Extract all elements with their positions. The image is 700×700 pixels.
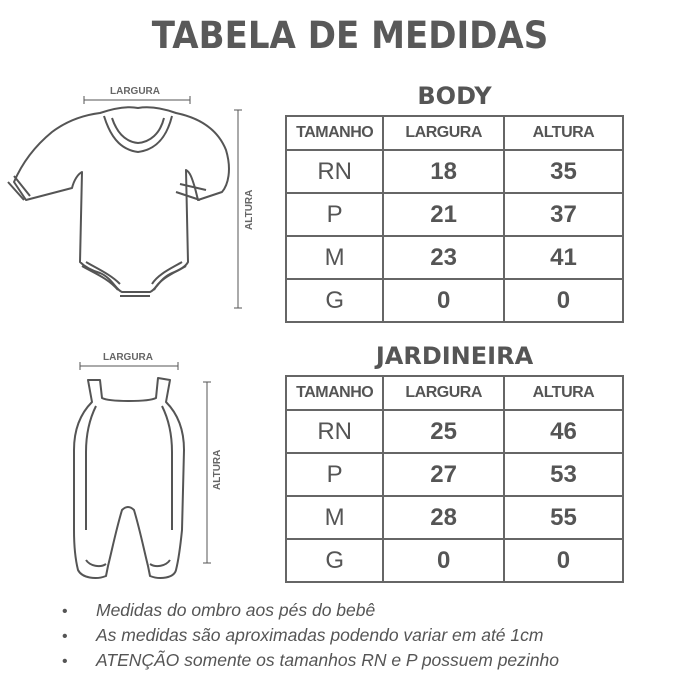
size-cell: RN	[286, 150, 383, 193]
width-cell: 28	[383, 496, 504, 539]
note-text: As medidas são aproximadas podendo variar em até 1cm	[96, 625, 544, 645]
height-cell: 37	[504, 193, 623, 236]
column-header-largura: LARGURA	[383, 376, 504, 410]
table-row	[286, 279, 623, 322]
table-row	[286, 410, 623, 453]
bullet-icon: •	[62, 653, 68, 670]
table-header-row	[286, 376, 623, 410]
column-header-altura: ALTURA	[504, 116, 623, 150]
list-item	[62, 648, 559, 673]
table-row	[286, 453, 623, 496]
width-cell: 0	[383, 539, 504, 582]
size-cell: M	[286, 496, 383, 539]
column-header-altura: ALTURA	[504, 376, 623, 410]
list-item	[62, 623, 559, 648]
notes-list	[62, 598, 559, 673]
height-cell: 0	[504, 279, 623, 322]
jardineira-table-heading: JARDINEIRA	[375, 342, 534, 370]
size-cell: G	[286, 279, 383, 322]
table-row	[286, 150, 623, 193]
note-text: ATENÇÃO somente os tamanhos RN e P possuem pezinho	[96, 650, 559, 670]
body-table-heading: BODY	[417, 82, 492, 110]
height-cell: 35	[504, 150, 623, 193]
width-cell: 18	[383, 150, 504, 193]
page-title: TABELA DE MEDIDAS	[151, 14, 549, 57]
width-cell: 25	[383, 410, 504, 453]
height-cell: 55	[504, 496, 623, 539]
height-cell: 53	[504, 453, 623, 496]
width-cell: 27	[383, 453, 504, 496]
width-cell: 21	[383, 193, 504, 236]
table-row	[286, 496, 623, 539]
table-header-row	[286, 116, 623, 150]
height-cell: 0	[504, 539, 623, 582]
body-width-label: LARGURA	[110, 86, 160, 97]
bullet-icon: •	[62, 628, 68, 645]
size-cell: M	[286, 236, 383, 279]
height-cell: 41	[504, 236, 623, 279]
jardineira-width-label: LARGURA	[103, 352, 153, 363]
table-row	[286, 193, 623, 236]
note-text: Medidas do ombro aos pés do bebê	[96, 600, 376, 620]
column-header-tamanho: TAMANHO	[286, 116, 383, 150]
height-cell: 46	[504, 410, 623, 453]
table-row	[286, 236, 623, 279]
column-header-largura: LARGURA	[383, 116, 504, 150]
column-header-tamanho: TAMANHO	[286, 376, 383, 410]
table-row	[286, 539, 623, 582]
width-cell: 23	[383, 236, 504, 279]
bullet-icon: •	[62, 603, 68, 620]
size-cell: P	[286, 453, 383, 496]
body-height-label: ALTURA	[244, 189, 255, 230]
jardineira-height-label: ALTURA	[212, 449, 223, 490]
list-item	[62, 598, 559, 623]
size-cell: P	[286, 193, 383, 236]
body-size-table	[285, 115, 624, 323]
size-cell: RN	[286, 410, 383, 453]
width-cell: 0	[383, 279, 504, 322]
jardineira-size-table	[285, 375, 624, 583]
size-cell: G	[286, 539, 383, 582]
